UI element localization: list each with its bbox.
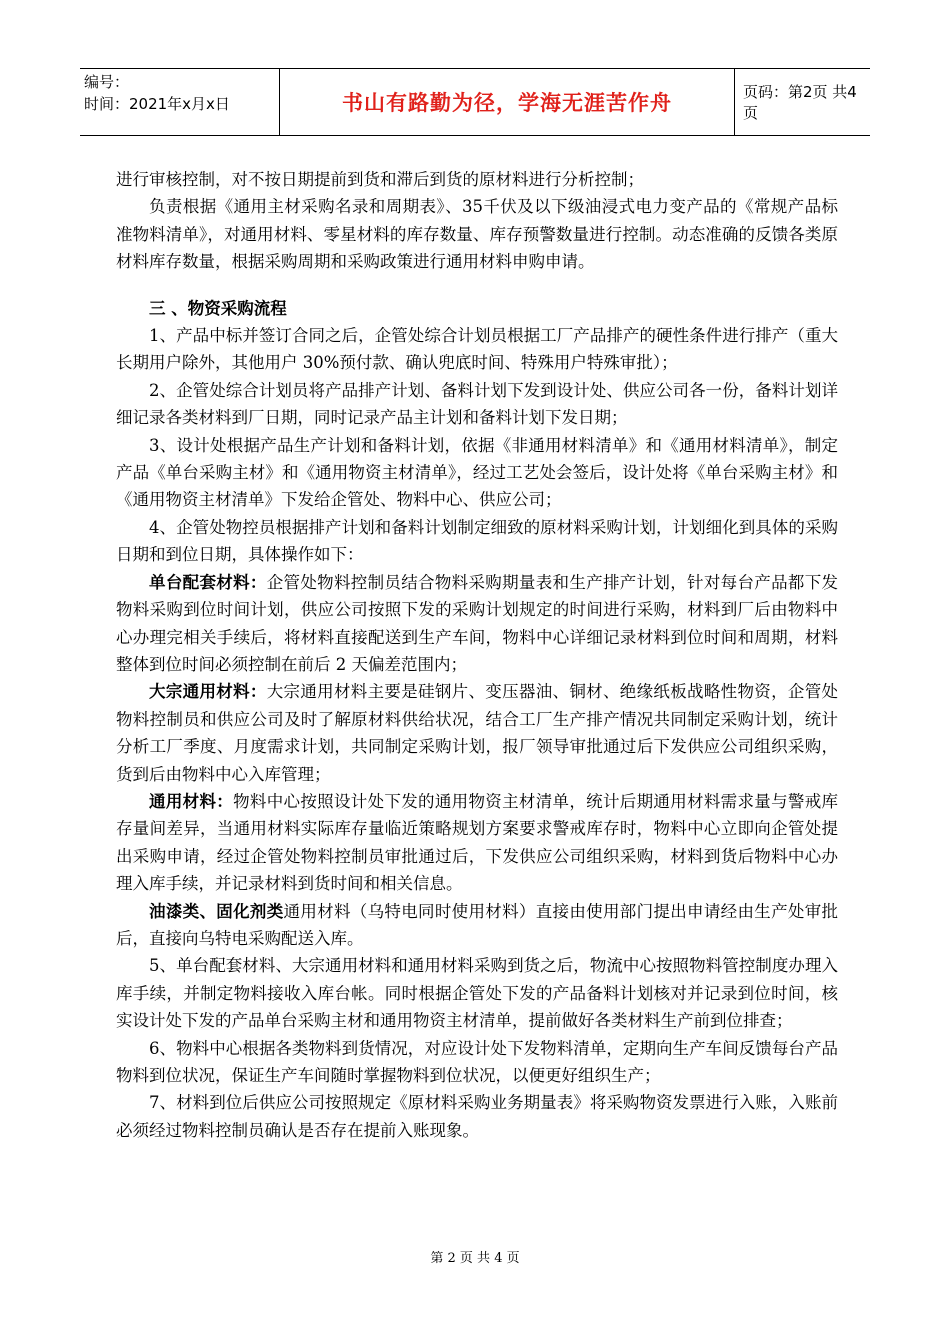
process-step: 4、企管处物控员根据排产计划和备料计划制定细致的原材料采购计划，计划细化到具体的采购日期和到位日期，具体操作如下：	[116, 517, 838, 565]
material-paragraph	[116, 678, 838, 788]
document-time-label: 时间：2021年x月x日	[84, 95, 230, 113]
document-number-label: 编号：	[84, 73, 130, 91]
process-step: 7、材料到位后供应公司按照规定《原材料采购业务期量表》将采购物资发票进行入账，入账前必须经过物料控制员确认是否存在提前入账现象。	[116, 1093, 838, 1140]
material-text: 通用材料（乌特电同时使用材料）直接由使用部门提出申请经由生产处审批后，直接向乌特电采购配送入库。	[116, 901, 838, 948]
page-footer: 第 2 页 共 4 页	[430, 1251, 520, 1266]
header-meta	[80, 69, 280, 135]
material-text: 物料中心按照设计处下发的通用物资主材清单，统计后期通用材料需求量与警戒库存量间差异，当通用材料实际库存量临近策略规划方案要求警戒库存时，物料中心立即向企管处提出采购申请，经过企管处物料控制员审批通过后，下发供应公司组织采购，材料到货后物料中心办理入库手续，并记录材料到货时间和相关信息。	[116, 791, 838, 894]
material-text: 大宗通用材料主要是硅钢片、变压器油、铜材、绝缘纸板战略性物资，企管处物料控制员和供应公司及时了解原材料供给状况，结合工厂生产排产情况共同制定采购计划，统计分析工厂季度、月度需求计划，共同制定采购计划，报厂领导审批通过后下发供应公司组织采购，货到后由物料中心入库管理；	[116, 682, 838, 784]
document-body	[116, 166, 838, 1144]
process-step: 3、设计处根据产品生产计划和备料计划，依据《非通用材料清单》和《通用材料清单》，制定产品《单台采购主材》和《通用物资主材清单》，经过工艺处会签后，设计处将《单台采购主材》和《通用物资主材清单》下发给企管处、物料中心、供应公司；	[116, 435, 838, 510]
material-label: 油漆类、固化剂类	[149, 901, 284, 921]
paragraph: 负责根据《通用主材采购名录和周期表》、35千伏及以下级油浸式电力变产品的《常规产品标准物料清单》，对通用材料、零星材料的库存数量、库存预警数量进行控制。动态准确的反馈各类原材料库存数量，根据采购周期和采购政策进行通用材料申购申请。	[116, 197, 838, 272]
page-header	[80, 68, 870, 136]
material-paragraph	[116, 898, 838, 953]
material-paragraph	[116, 569, 838, 679]
material-label: 大宗通用材料：	[149, 682, 267, 702]
section-title: 三 、物资采购流程	[149, 298, 287, 318]
material-label: 通用材料：	[149, 791, 234, 811]
material-text: 企管处物料控制员结合物料采购期量表和生产排产计划，针对每台产品都下发物料采购到位时间计划，供应公司按照下发的采购计划规定的时间进行采购，材料到厂后由物料中心办理完相关手续后，将材料直接配送到生产车间，物料中心详细记录材料到位时间和周期，材料整体到位时间必须控制在前后 2 天偏差范围内；	[116, 572, 838, 674]
process-step: 6、物料中心根据各类物料到货情况，对应设计处下发物料清单，定期向生产车间反馈每台产品物料到位状况，保证生产车间随时掌握物料到位状况，以便更好组织生产；	[116, 1038, 838, 1085]
material-label: 单台配套材料：	[149, 572, 267, 592]
header-motto: 书山有路勤为径，学海无涯苦作舟	[280, 69, 735, 135]
process-step: 1、产品中标并签订合同之后，企管处综合计划员根据工厂产品排产的硬性条件进行排产（重大长期用户除外，其他用户 30%预付款、确认兜底时间、特殊用户特殊审批）；	[116, 326, 838, 373]
process-step: 2、企管处综合计划员将产品排产计划、备料计划下发到设计处、供应公司各一份，备料计划详细记录各类材料到厂日期，同时记录产品主计划和备料计划下发日期；	[116, 380, 838, 428]
process-step: 5、单台配套材料、大宗通用材料和通用材料采购到货之后，物流中心按照物料管控制度办理入库手续，并制定物料接收入库台帐。同时根据企管处下发的产品备料计划核对并记录到位时间，核实设计处下发的产品单台采购主材和通用物资主材清单，提前做好各类材料生产前到位排查；	[116, 956, 838, 1031]
header-page-info: 页码：第2页 共4页	[743, 83, 857, 122]
material-paragraph	[116, 788, 838, 898]
paragraph: 进行审核控制，对不按日期提前到货和滞后到货的原材料进行分析控制；	[116, 170, 644, 189]
